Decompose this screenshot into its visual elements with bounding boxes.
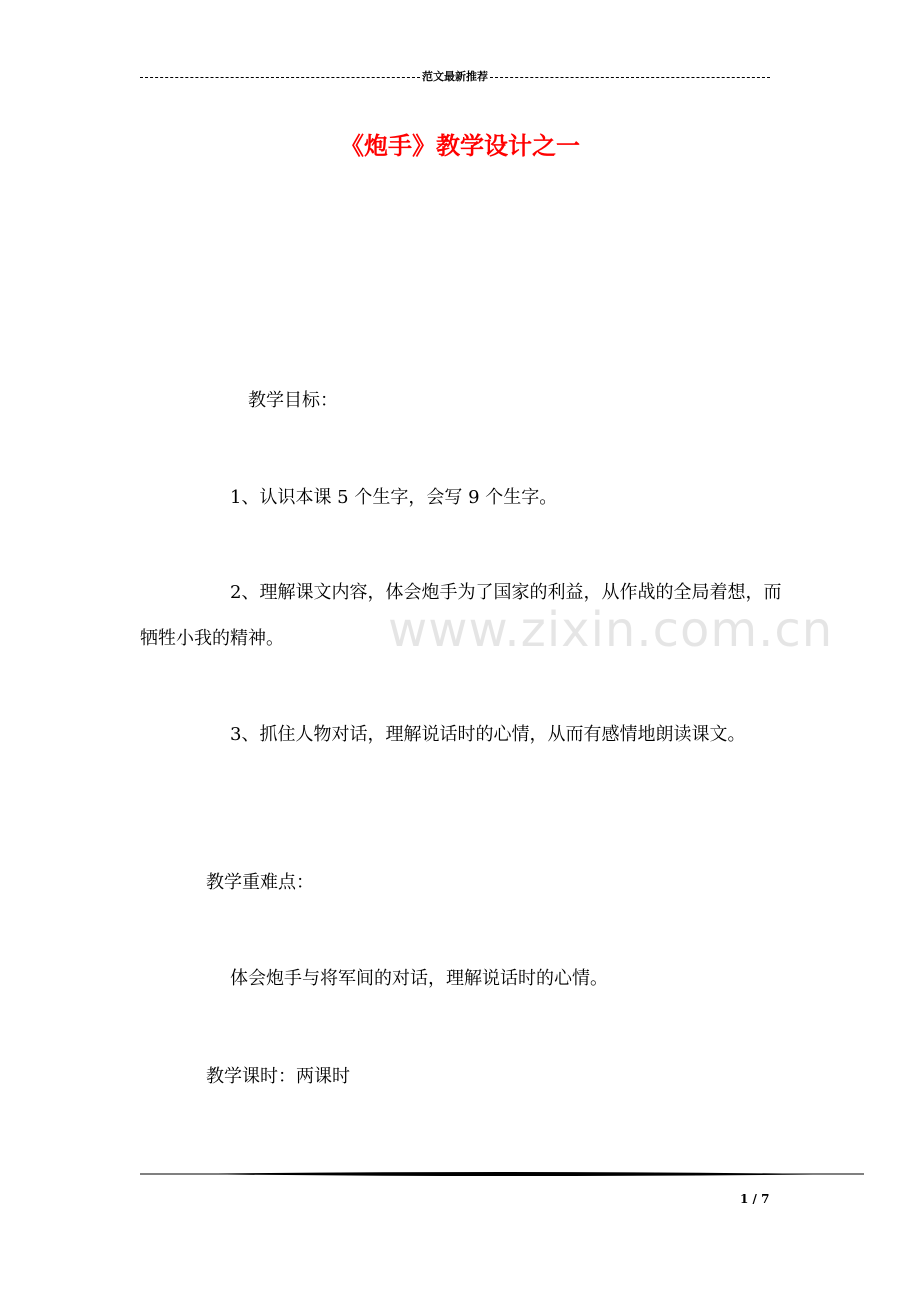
class-hours-text: 教学课时：两课时 [206, 1066, 350, 1087]
document-title: 《炮手》教学设计之一 [340, 132, 580, 160]
section-heading-objectives: 教学目标： [248, 390, 338, 411]
objective-item-1: 1、认识本课 5 个生字，会写 9 个生字。 [230, 487, 558, 508]
watermark: www.zixin.com.cn [388, 602, 834, 658]
header-banner [140, 70, 770, 84]
header-dash-right [490, 77, 770, 78]
key-point-text: 体会炮手与将军间的对话，理解说话时的心情。 [230, 968, 608, 989]
section-heading-key-points: 教学重难点： [206, 872, 314, 893]
header-dash-left [140, 77, 420, 78]
page-number: 1 / 7 [740, 1192, 770, 1206]
objective-item-2: 2、理解课文内容，体会炮手为了国家的利益，从作战的全局着想，而牺牲小我的精神。 [140, 582, 782, 649]
objective-item-3: 3、抓住人物对话，理解说话时的心情，从而有感情地朗读课文。 [230, 724, 746, 745]
footer-rule [140, 1170, 864, 1178]
header-label: 范文最新推荐 [422, 70, 488, 83]
